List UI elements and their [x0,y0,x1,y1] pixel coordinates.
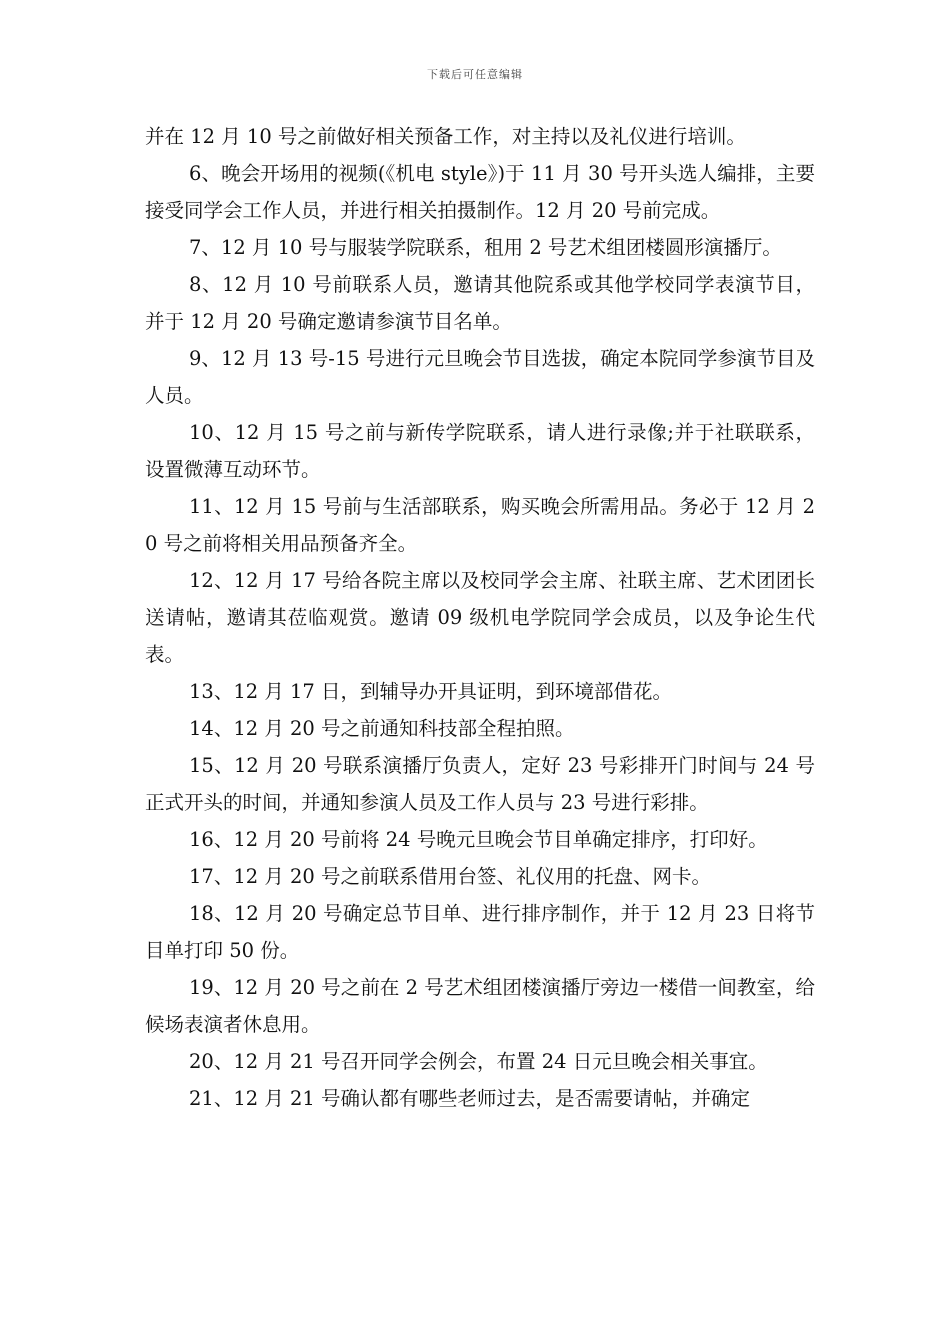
paragraph: 20、12 月 21 号召开同学会例会，布置 24 日元旦晚会相关事宜。 [189,1050,768,1073]
page-header-note: 下载后可任意编辑 [427,68,523,81]
paragraph: 12、12 月 17 号给各院主席以及校同学会主席、社联主席、艺术团团长送请帖，邀请其莅临观赏。邀请 09 级机电学院同学会成员，以及争论生代表。 [145,569,815,666]
paragraph: 14、12 月 20 号之前通知科技部全程拍照。 [189,717,575,740]
paragraph: 7、12 月 10 号与服装学院联系，租用 2 号艺术组团楼圆形演播厅。 [189,236,782,259]
paragraph: 15、12 月 20 号联系演播厅负责人，定好 23 号彩排开门时间与 24 号正式开头的时间，并通知参演人员及工作人员与 23 号进行彩排。 [145,754,815,814]
paragraph: 并在 12 月 10 号之前做好相关预备工作，对主持以及礼仪进行培训。 [145,125,746,148]
paragraph: 8、12 月 10 号前联系人员，邀请其他院系或其他学校同学表演节目，并于 12 月 20 号确定邀请参演节目名单。 [145,273,815,333]
paragraph: 19、12 月 20 号之前在 2 号艺术组团楼演播厅旁边一楼借一间教室，给候场表演者休息用。 [145,976,815,1036]
paragraph: 13、12 月 17 日，到辅导办开具证明，到环境部借花。 [189,680,673,703]
document-body [145,118,815,1117]
paragraph: 16、12 月 20 号前将 24 号晚元旦晚会节目单确定排序，打印好。 [189,828,768,851]
paragraph: 18、12 月 20 号确定总节目单、进行排序制作，并于 12 月 23 日将节目单打印 50 份。 [145,902,815,962]
paragraph: 10、12 月 15 号之前与新传学院联系，请人进行录像;并于社联联系，设置微薄互动环节。 [145,421,815,481]
paragraph: 11、12 月 15 号前与生活部联系，购买晚会所需用品。务必于 12 月 20 号之前将相关用品预备齐全。 [145,495,815,555]
paragraph: 6、晚会开场用的视频(《机电 style》)于 11 月 30 号开头选人编排，主要接受同学会工作人员，并进行相关拍摄制作。12 月 20 号前完成。 [145,162,815,222]
paragraph: 17、12 月 20 号之前联系借用台签、礼仪用的托盘、网卡。 [189,865,712,888]
paragraph: 21、12 月 21 号确认都有哪些老师过去，是否需要请帖，并确定 [189,1087,751,1110]
paragraph: 9、12 月 13 号-15 号进行元旦晚会节目选拔，确定本院同学参演节目及人员。 [145,347,815,407]
